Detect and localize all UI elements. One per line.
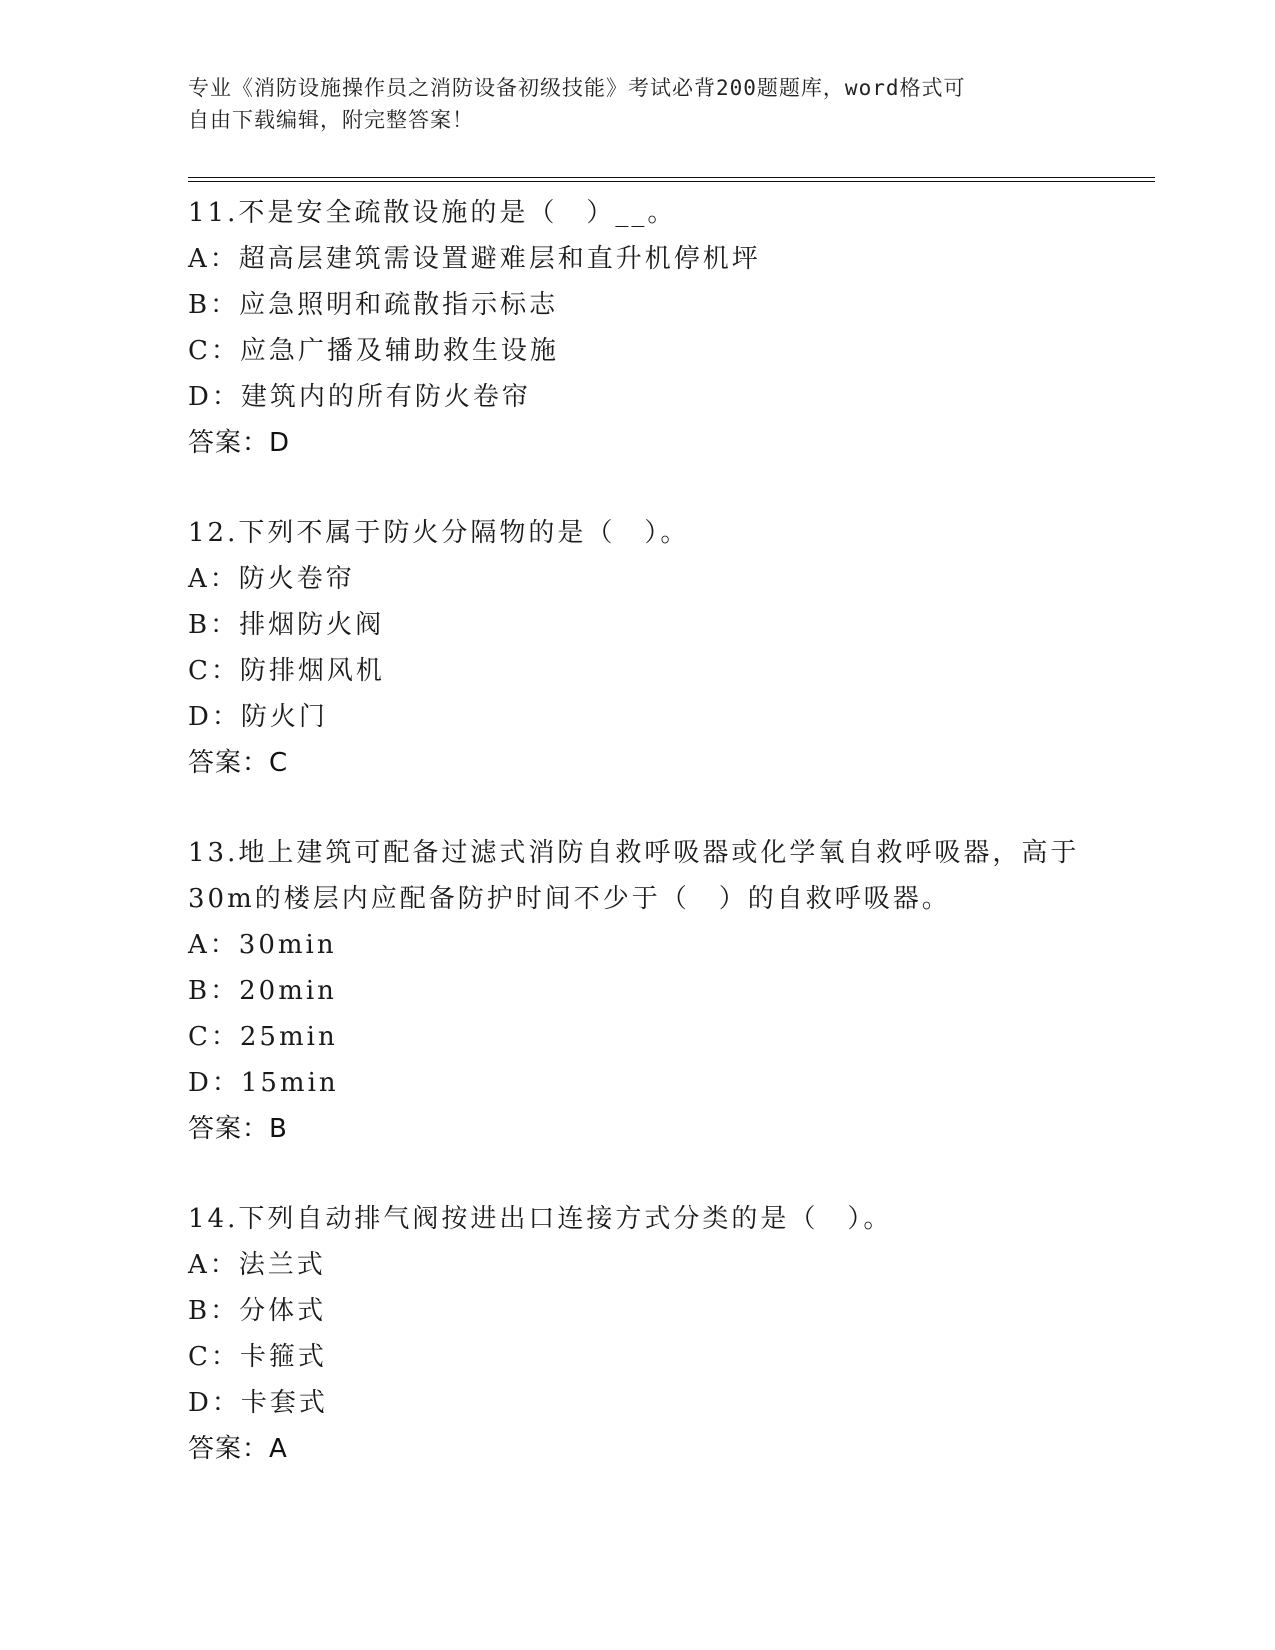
answer-line: 答案：D: [188, 428, 291, 458]
question-stem: 14.下列自动排气阀按进出口连接方式分类的是（ ）。: [188, 1204, 893, 1234]
option-b: B：20min: [188, 976, 337, 1006]
question-stem: 13.地上建筑可配备过滤式消防自救呼吸器或化学氧自救呼吸器，高于30m的楼层内应配备防护时间不少于（ ）的自救呼吸器。: [188, 838, 1080, 914]
question-13: [188, 830, 1108, 1152]
option-a: A：防火卷帘: [188, 564, 355, 594]
answer-line: 答案：A: [188, 1434, 288, 1464]
option-d: D：防火门: [188, 702, 328, 732]
question-14: [188, 1196, 1108, 1472]
option-c: C：防排烟风机: [188, 656, 385, 686]
option-a: A：超高层建筑需设置避难层和直升机停机坪: [188, 244, 761, 274]
option-b: B：排烟防火阀: [188, 610, 385, 640]
header-line-1: 专业《消防设施操作员之消防设备初级技能》考试必背200题题库，word格式可: [188, 76, 966, 100]
question-11: [188, 190, 1108, 466]
header-line-2: 自由下载编辑，附完整答案！: [188, 108, 474, 132]
option-c: C：卡箍式: [188, 1342, 327, 1372]
question-list: [188, 190, 1108, 1516]
option-c: C：25min: [188, 1022, 338, 1052]
option-d: D：建筑内的所有防火卷帘: [188, 382, 531, 412]
answer-line: 答案：B: [188, 1114, 288, 1144]
option-a: A：30min: [188, 930, 337, 960]
header-divider: [188, 177, 1155, 182]
option-d: D：15min: [188, 1068, 339, 1098]
option-b: B：分体式: [188, 1296, 327, 1326]
document-header: [188, 72, 1068, 136]
option-c: C：应急广播及辅助救生设施: [188, 336, 559, 366]
option-a: A：法兰式: [188, 1250, 326, 1280]
question-stem: 11.不是安全疏散设施的是（ ）__。: [188, 198, 677, 228]
answer-line: 答案：C: [188, 748, 289, 778]
question-12: [188, 510, 1108, 786]
question-stem: 12.下列不属于防火分隔物的是（ ）。: [188, 518, 690, 548]
option-b: B：应急照明和疏散指示标志: [188, 290, 559, 320]
option-d: D：卡套式: [188, 1388, 328, 1418]
